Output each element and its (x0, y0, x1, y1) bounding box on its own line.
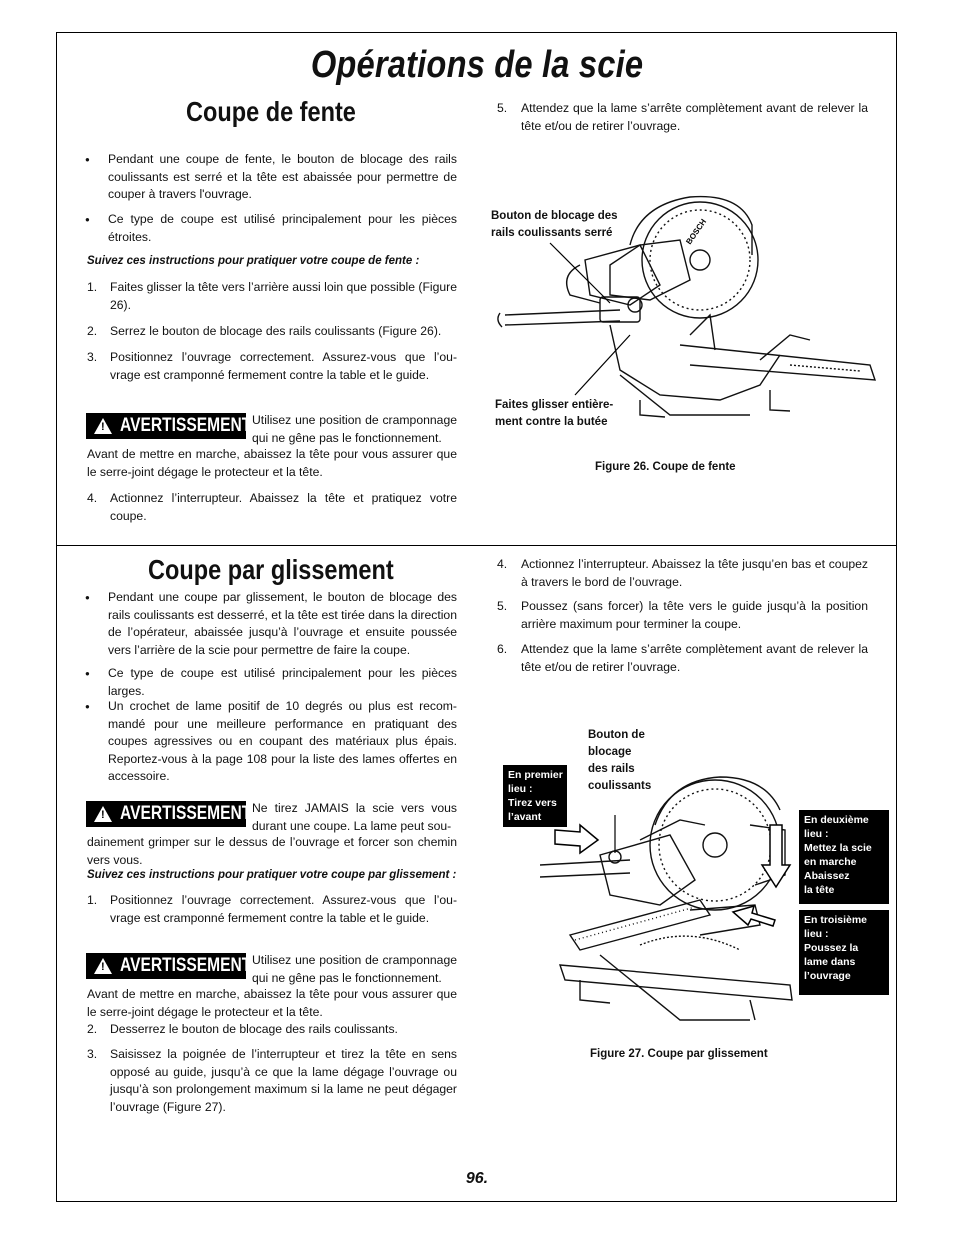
step-text: Positionnez l’ouvrage correctement. Assurez-vous que l’ou- vrage est cramponné fermement contre la table et le guide. (110, 350, 457, 382)
step-number: 5. (497, 101, 508, 115)
section-heading-coupe-par-glissement: Coupe par glissement (148, 554, 394, 585)
warning-triangle-icon: ! (94, 958, 112, 974)
bullet-item: ● Pendant une coupe par glissement, le bouton de blocage des rails coulissants est desserré, et la tête est tirée dans la direction de l’opérateur, abaissée jusqu’à l’ouvrage et ensuite poussée vers l’arrière de la scie pour permettre de faire la coupe. (108, 589, 457, 659)
figure27-step2-label: En deuxième lieu : Mettez la scie en marche Abaissez la tête (799, 810, 889, 904)
step-number: 3. (87, 1047, 98, 1061)
warning-text: dainement grimper sur le dessus de l’ouvrage et forcer son chemin vers vous. (87, 835, 457, 867)
step-text: Attendez que la lame s’arrête complètement avant de relever la tête et/ou de retirer l’ouvrage. (521, 101, 868, 133)
figure26-callout-lock-knob: Bouton de blocage des rails coulissants serré (491, 210, 618, 239)
step-text: Attendez que la lame s’arrête complètement avant de relever la tête et/ou de retirer l’ouvrage. (521, 642, 868, 674)
step-text: Poussez (sans forcer) la tête vers le guide jusqu’à la position arrière maximum pour terminer la coupe. (521, 599, 868, 631)
step-text: Actionnez l’interrupteur. Abaissez la tête et pratiquez votre coupe. (110, 491, 457, 523)
figure27-step3-label: En troisième lieu : Poussez la lame dans l’ouvrage (799, 910, 889, 995)
step-number: 4. (87, 491, 98, 505)
warning-triangle-icon: ! (94, 418, 112, 434)
figure26-caption: Figure 26. Coupe de fente (595, 461, 736, 473)
arrow-push-blade-icon (733, 906, 775, 926)
page-title: Opérations de la scie (310, 44, 644, 86)
warning-side-text: Ne tirez JAMAIS la scie vers vous durant une coupe. La lame peut sou- (252, 801, 457, 833)
brand-label: BOSCH (684, 217, 709, 247)
arrow-pull-forward-icon (555, 825, 598, 853)
figure26-saw-illustration (490, 185, 880, 425)
step-number: 2. (87, 1022, 98, 1036)
figure27-callout-lock-knob: Bouton de blocage des rails coulissants (588, 729, 652, 792)
figure27-step1-label: En premier lieu : Tirez vers l’avant (503, 765, 567, 827)
instructions-intro: Suivez ces instructions pour pratiquer votre coupe par glissement : (87, 869, 457, 881)
warning-badge: ! AVERTISSEMENT (86, 413, 246, 439)
step-text: Serrez le bouton de blocage des rails coulissants (Figure 26). (110, 324, 442, 338)
bullet-item: ● Ce type de coupe est utilisé principalement pour les pièces larges. (108, 665, 457, 700)
figure27-caption: Figure 27. Coupe par glissement (590, 1048, 768, 1060)
step-number: 1. (87, 893, 98, 907)
step-text: Desserrez le bouton de blocage des rails coulissants. (110, 1022, 398, 1036)
step-number: 2. (87, 324, 98, 338)
figure27-saw-illustration (540, 765, 800, 1030)
warning-badge: ! AVERTISSEMENT (86, 953, 246, 979)
step-number: 6. (497, 642, 508, 656)
step-number: 5. (497, 599, 508, 613)
step-number: 4. (497, 557, 508, 571)
bullet-item: ● Pendant une coupe de fente, le bouton de blocage des rails coulissants est serré et la tête est abaissée pour permettre de couper à travers l'ouvrage. (108, 151, 457, 204)
step-text: Actionnez l’interrupteur. Abaissez la tête jusqu’en bas et coupez à travers le bord de l’ouvrage. (521, 557, 868, 589)
warning-triangle-icon: ! (94, 806, 112, 822)
warning-side-text: Utilisez une position de cramponnage qui ne gêne pas le fonctionnement. (252, 953, 457, 985)
warning-side-text: Utilisez une position de cramponnage qui ne gêne pas le fonctionnement. (252, 413, 457, 445)
section-divider (56, 545, 897, 546)
bullet-item: ● Un crochet de lame positif de 10 degrés ou plus est recom- mandé pour une meilleure performance en pratiquant des coupes agressives ou en coupant des matériaux plus épais. Reportez-vous à la page 108 pour la liste des lames offertes en accessoire. (108, 698, 457, 786)
step-number: 1. (87, 280, 98, 294)
step-number: 3. (87, 350, 98, 364)
step-text: Faites glisser la tête vers l’arrière aussi loin que possible (Figure 26). (110, 280, 457, 312)
figure26-callout-slide: Faites glisser entière- ment contre la butée (495, 399, 614, 428)
step-text: Saisissez la poignée de l’interrupteur et tirez la tête en sens opposé au guide, jusqu’à ce que la lame dégage l’ouvrage ou jusqu’à son prolongement maximum si la lame ne peut dégager l’ouvrage (Figure 27). (110, 1047, 457, 1114)
instructions-intro: Suivez ces instructions pour pratiquer votre coupe de fente : (87, 255, 420, 267)
bullet-item: ● Ce type de coupe est utilisé principalement pour les pièces étroites. (108, 211, 457, 246)
warning-badge: ! AVERTISSEMENT (86, 801, 246, 827)
section-heading-coupe-de-fente: Coupe de fente (186, 96, 356, 127)
warning-text: Avant de mettre en marche, abaissez la tête pour vous assurer que le serre-joint dégage le protecteur et la tête. (87, 447, 457, 479)
warning-text: Avant de mettre en marche, abaissez la tête pour vous assurer que le serre-joint dégage le protecteur et la tête. (87, 987, 457, 1019)
page-number: 96. (465, 1170, 489, 1187)
arrow-lower-head-icon (762, 825, 790, 887)
step-text: Positionnez l’ouvrage correctement. Assurez-vous que l’ou- vrage est cramponné fermement contre la table et le guide. (110, 893, 457, 925)
